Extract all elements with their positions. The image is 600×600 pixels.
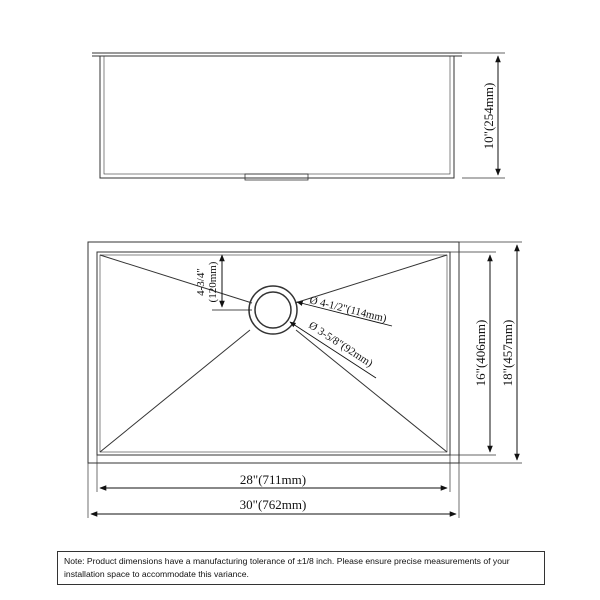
outer-width-label: 30"(762mm)	[239, 497, 307, 512]
drain-offset-label-line1: 4-3/4"	[195, 268, 207, 296]
drain-inner-diameter-label: Ø 3-5/8"(92mm)	[306, 319, 375, 370]
drain-offset-label-line2: (120mm)	[207, 261, 219, 303]
height-label: 10"(254mm)	[481, 82, 496, 150]
sink-body-side	[100, 56, 454, 178]
outer-rim	[88, 242, 459, 463]
outer-depth-label: 18"(457mm)	[500, 319, 515, 387]
inner-basin	[97, 252, 450, 455]
side-view	[92, 53, 505, 180]
drain-inner-leader	[290, 322, 376, 378]
drain-outer-diameter-label: Ø 4-1/2"(114mm)	[308, 294, 388, 326]
inner-depth-label: 16"(406mm)	[473, 319, 488, 387]
inner-width-label: 28"(711mm)	[239, 472, 307, 487]
drain-outer-ring	[249, 286, 297, 334]
drain-inner-ring	[255, 292, 291, 328]
drain-stub	[245, 174, 308, 180]
tolerance-note: Note: Product dimensions have a manufacturing tolerance of ±1/8 inch. Please ensure precise measurements of your installation space to accommodate this variance.	[57, 551, 545, 585]
